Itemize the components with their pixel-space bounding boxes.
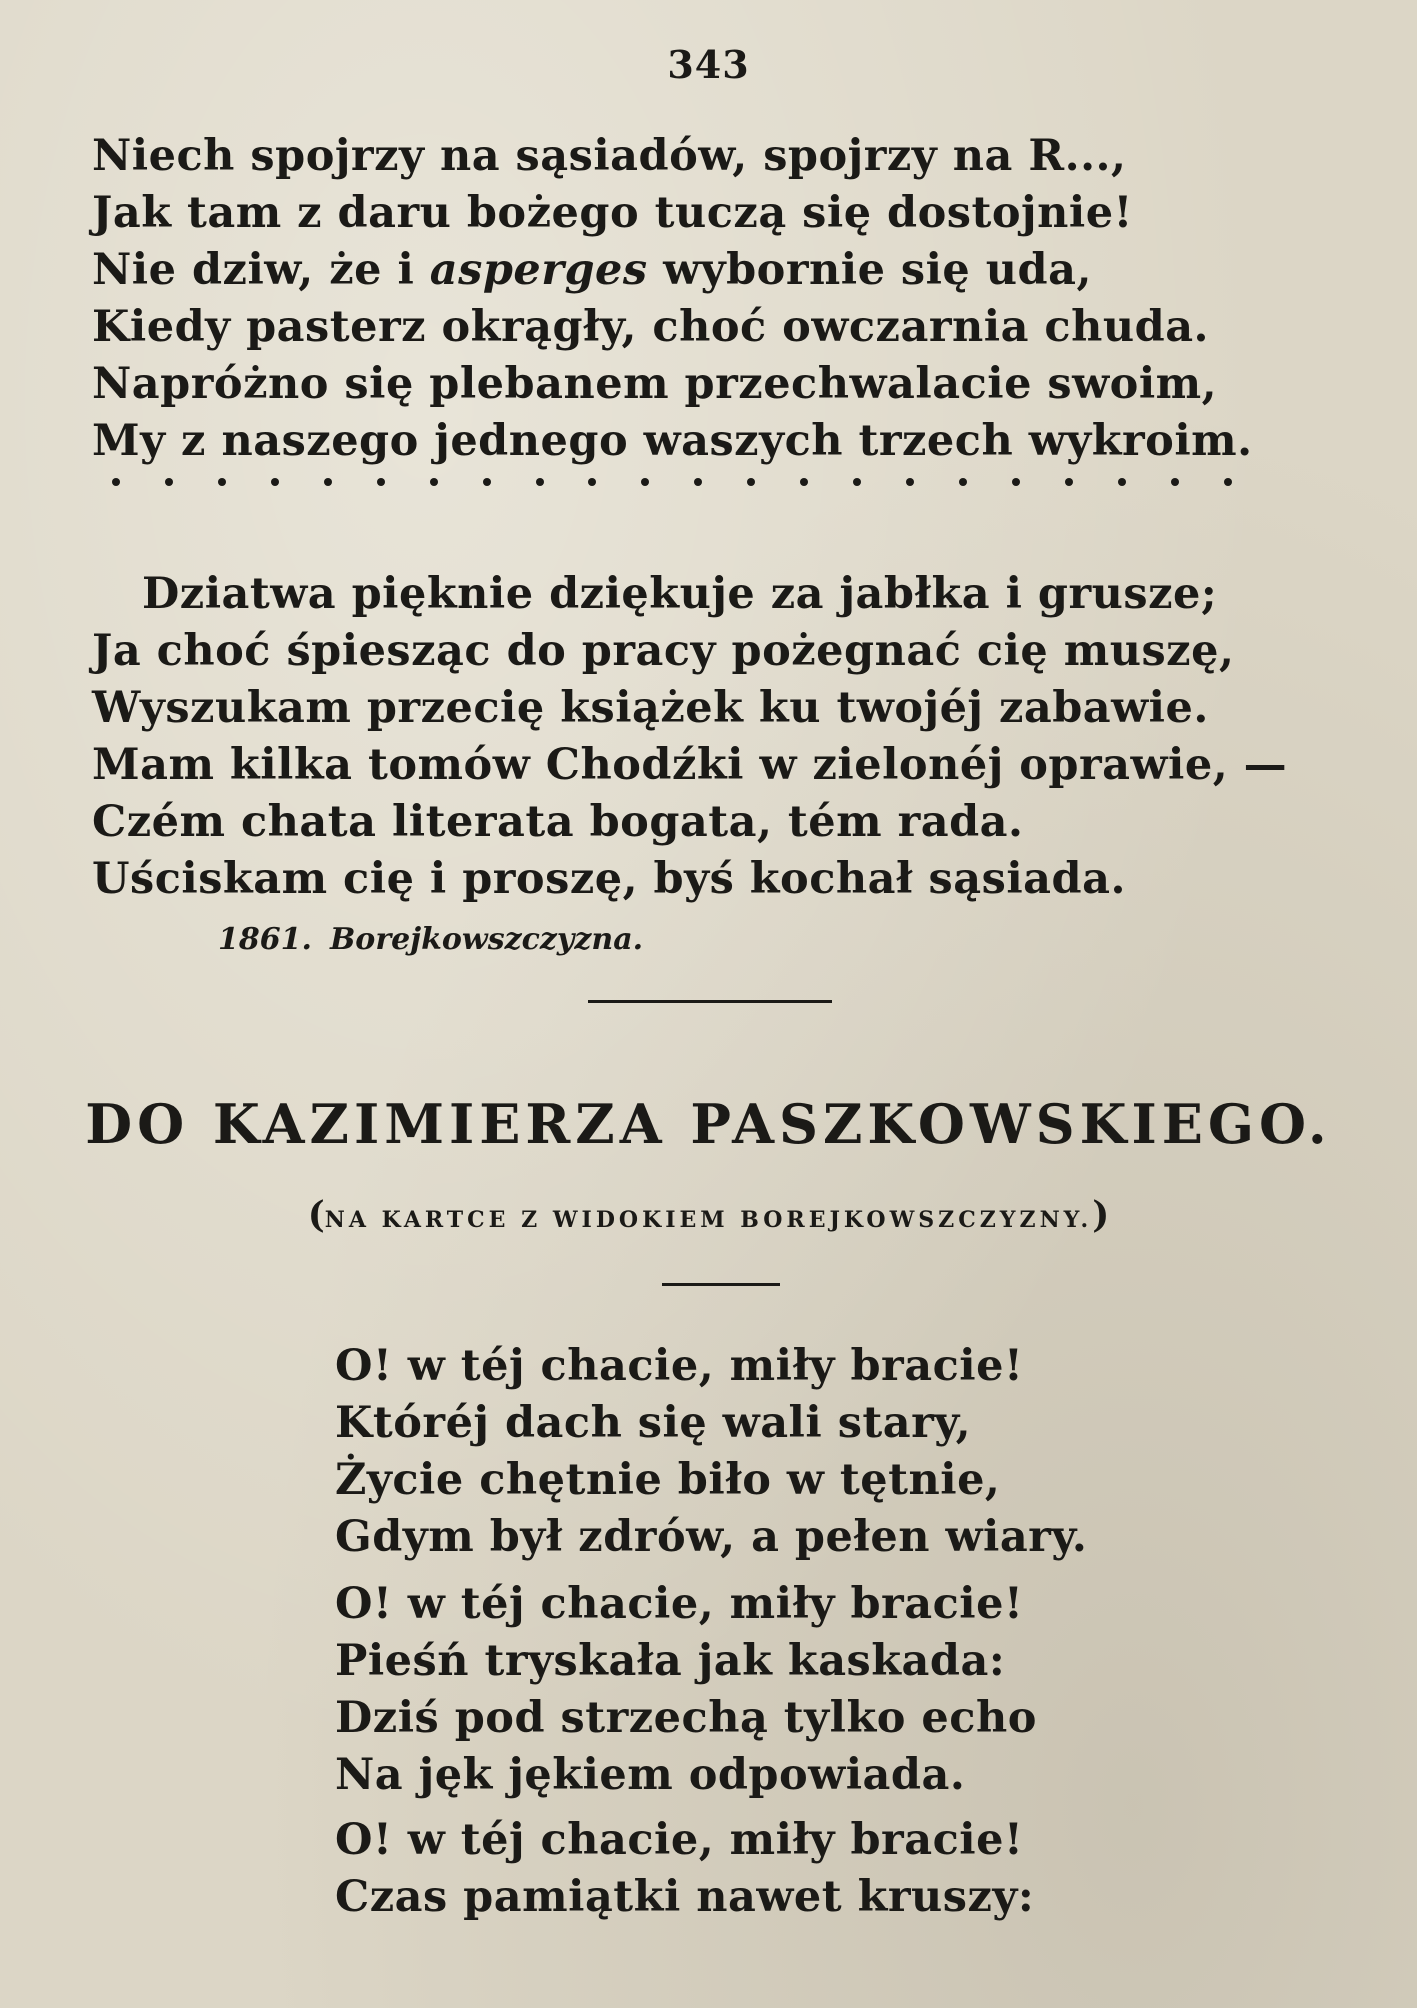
- latin-term: asperges: [429, 245, 648, 295]
- verse-line: Czém chata literata bogata, tém rada.: [92, 797, 1024, 847]
- subtitle-paren-close: ): [1092, 1194, 1110, 1236]
- verse-line: Gdym był zdrów, a pełen wiary.: [335, 1512, 1088, 1562]
- verse-line: [92, 242, 1253, 299]
- subtitle-paren-open: (: [307, 1194, 325, 1236]
- verse-line: Na jęk jękiem odpowiada.: [335, 1750, 966, 1800]
- verse-line: Kiedy pasterz okrągły, choć owczarnia chuda.: [92, 302, 1210, 352]
- verse-line: Napróżno się plebanem przechwalacie swoim,: [92, 359, 1218, 409]
- verse-line: Dziś pod strzechą tylko echo: [335, 1693, 1037, 1743]
- date-place-signature: [218, 922, 643, 957]
- stanza-3: [335, 1338, 1087, 1566]
- subtitle-text: NA KARTCE Z WIDOKIEM BOREJKOWSZCZYZNY.: [324, 1207, 1093, 1233]
- signature-year: 1861.: [218, 922, 312, 957]
- verse-line: Uściskam cię i proszę, byś kochał sąsiada.: [92, 854, 1126, 904]
- poem-title: DO KAZIMIERZA PASZKOWSKIEGO.: [85, 1092, 1332, 1156]
- page-number: 343: [667, 42, 750, 87]
- signature-place: Borejkowszczyzna.: [329, 922, 644, 957]
- stanza-1: [92, 128, 1253, 470]
- poem-subtitle: [0, 1194, 1417, 1236]
- verse-line: Ja choć śpiesząc do pracy pożegnać cię muszę,: [92, 626, 1235, 676]
- verse-line: Jak tam z daru bożego tuczą się dostojnie!: [92, 188, 1133, 238]
- verse-line: Pieśń tryskała jak kaskada:: [335, 1636, 1006, 1686]
- verse-line: O! w téj chacie, miły bracie!: [335, 1579, 1024, 1629]
- verse-text: Nie dziw, że i: [92, 245, 430, 295]
- title-divider: [662, 1283, 780, 1286]
- verse-line: Czas pamiątki nawet kruszy:: [335, 1872, 1035, 1922]
- verse-line: O! w téj chacie, miły bracie!: [335, 1815, 1024, 1865]
- verse-line: Wyszukam przecię książek ku twojéj zabawie.: [92, 683, 1209, 733]
- verse-line: Któréj dach się wali stary,: [335, 1398, 972, 1448]
- omission-dots: [112, 478, 1232, 486]
- verse-line: Życie chętnie biło w tętnie,: [335, 1455, 1001, 1505]
- section-divider: [588, 1000, 832, 1003]
- verse-line: My z naszego jednego waszych trzech wykroim.: [92, 416, 1253, 466]
- verse-line: Mam kilka tomów Chodźki w zielonéj oprawie, —: [92, 740, 1288, 790]
- verse-text: wybornie się uda,: [647, 245, 1092, 295]
- stanza-2: [92, 566, 1287, 908]
- verse-line: Dziatwa pięknie dziękuje za jabłka i grusze;: [142, 569, 1218, 619]
- verse-line: O! w téj chacie, miły bracie!: [335, 1341, 1024, 1391]
- stanza-5: [335, 1812, 1034, 1926]
- verse-line: Niech spojrzy na sąsiadów, spojrzy na R...,: [92, 131, 1127, 181]
- stanza-4: [335, 1576, 1037, 1804]
